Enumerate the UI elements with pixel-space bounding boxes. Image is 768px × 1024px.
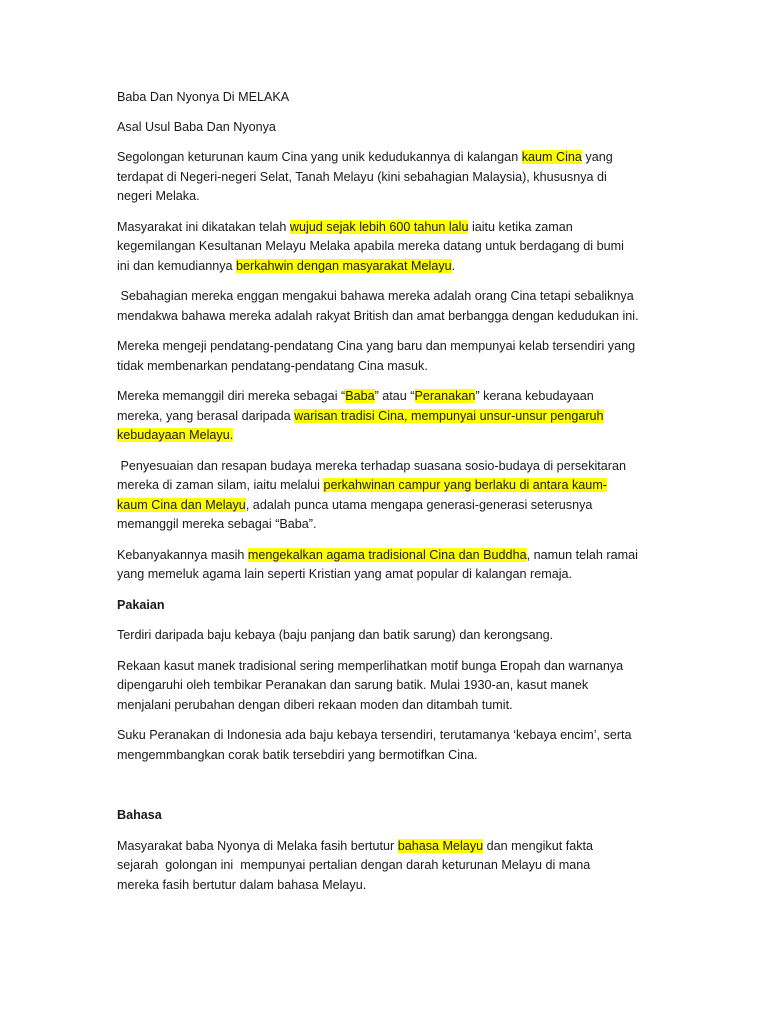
- paragraph: [117, 387, 657, 446]
- text-run: kegemilangan Kesultanan Melayu Melaka apabila mereka datang untuk berdagang di bumi: [117, 239, 624, 253]
- text-line: [117, 856, 657, 876]
- text-run: Rekaan kasut manek tradisional sering memperlihatkan motif bunga Eropah dan warnanya: [117, 658, 624, 673]
- text-line: [117, 626, 657, 646]
- document-title: Baba Dan Nyonya Di MELAKA: [117, 90, 290, 104]
- spacer: [117, 585, 657, 596]
- spacer: [117, 615, 657, 626]
- highlighted-text: Peranakan: [414, 389, 476, 403]
- text-line: [117, 746, 657, 766]
- paragraph: [117, 626, 657, 646]
- text-line: [117, 357, 657, 377]
- text-run: iaitu ketika zaman: [468, 219, 573, 234]
- text-run: , namun telah ramai: [526, 547, 638, 562]
- paragraph: [117, 546, 657, 585]
- spacer: [117, 446, 657, 457]
- text-run: Terdiri daripada baju kebaya (baju panjang dan batik sarung) dan kerongsang.: [117, 628, 554, 642]
- text-run: yang: [581, 150, 613, 164]
- text-run: sejarah golongan ini mempunyai pertalian dengan darah keturunan Melayu di mana: [117, 858, 591, 872]
- text-run: Sebahagian mereka enggan mengakui bahawa mereka adalah orang Cina tetapi sebaliknya: [117, 289, 634, 303]
- spacer: [117, 776, 657, 806]
- paragraph: [117, 837, 657, 896]
- section-heading-bahasa: Bahasa: [117, 808, 162, 822]
- text-run: menjalani perubahan dengan diberi rekaan moden dan ditambah tumit.: [117, 697, 513, 712]
- document-body: [117, 118, 657, 907]
- highlighted-text: warisan tradisi Cina, mempunyai unsur-unsur pengaruh: [294, 408, 604, 423]
- text-line: [117, 876, 657, 896]
- text-run: Kebanyakannya masih: [117, 547, 248, 562]
- text-run: Mereka memanggil diri mereka sebagai “: [117, 389, 346, 403]
- highlighted-text: berkahwin dengan masyarakat Melayu: [236, 258, 452, 273]
- text-run: , adalah punca utama mengapa generasi-generasi seterusnya: [245, 497, 593, 512]
- text-run: Penyesuaian dan resapan budaya mereka terhadap suasana sosio-budaya di persekitaran: [117, 458, 626, 473]
- section-heading-pakaian: Pakaian: [117, 597, 165, 612]
- text-line: [117, 546, 657, 566]
- text-run: negeri Melaka.: [117, 189, 200, 203]
- highlighted-text: kaum Cina: [521, 150, 582, 164]
- spacer: [117, 326, 657, 337]
- text-line: [117, 407, 657, 427]
- highlighted-text: kebudayaan Melayu.: [117, 428, 234, 442]
- text-run: yang memeluk agama lain seperti Kristian yang amat popular di kalangan remaja.: [117, 567, 573, 581]
- text-run: tidak membenarkan pendatang-pendatang Cina masuk.: [117, 358, 428, 373]
- spacer: [117, 895, 657, 906]
- text-run: .: [451, 258, 456, 273]
- text-line: [117, 337, 657, 357]
- text-run: mereka di zaman silam, iaitu melalui: [117, 478, 324, 492]
- highlighted-text: bahasa Melayu: [397, 838, 484, 853]
- highlighted-text: perkahwinan campur yang berlaku di antara kaum-: [323, 478, 607, 492]
- text-line: [117, 168, 657, 188]
- text-run: dan mengikut fakta: [483, 838, 594, 853]
- paragraph: [117, 337, 657, 376]
- text-line: [117, 237, 657, 257]
- text-line: [117, 148, 657, 168]
- text-line: [117, 496, 657, 516]
- spacer: [117, 715, 657, 726]
- spacer: [117, 137, 657, 148]
- spacer: [117, 535, 657, 546]
- paragraph: [117, 287, 657, 326]
- section-heading-asal-usul: Asal Usul Baba Dan Nyonya: [117, 119, 276, 134]
- text-line: [117, 837, 657, 857]
- paragraph: [117, 457, 657, 535]
- document-page: [117, 88, 657, 906]
- paragraph: [117, 148, 657, 207]
- highlighted-text: wujud sejak lebih 600 tahun lalu: [289, 219, 469, 234]
- paragraph: [117, 726, 657, 765]
- text-run: terdapat di Negeri-negeri Selat, Tanah Melayu (kini sebahagian Malaysia), khususnya di: [117, 169, 607, 184]
- text-run: mereka, yang berasal daripada: [117, 408, 295, 423]
- spacer: [117, 108, 657, 118]
- text-line: [117, 426, 657, 446]
- spacer: [117, 826, 657, 837]
- text-run: mereka fasih bertutur dalam bahasa Melayu.: [117, 877, 367, 892]
- text-run: Segolongan keturunan kaum Cina yang unik kedudukannya di kalangan: [117, 150, 522, 164]
- text-line: [117, 257, 657, 277]
- highlighted-text: Baba: [345, 389, 375, 403]
- spacer: [117, 376, 657, 387]
- paragraph: [117, 218, 657, 277]
- text-line: [117, 476, 657, 496]
- spacer: [117, 276, 657, 287]
- text-run: ” atau “: [374, 389, 415, 403]
- text-run: ” kerana kebudayaan: [475, 389, 594, 403]
- text-run: Masyarakat ini dikatakan telah: [117, 219, 290, 234]
- text-run: dipengaruhi oleh tembikar Peranakan dan sarung batik. Mulai 1930-an, kasut manek: [117, 678, 589, 692]
- paragraph: [117, 657, 657, 716]
- text-run: mendakwa bahawa mereka adalah rakyat British dan amat berbangga dengan kedudukan ini.: [117, 308, 639, 323]
- spacer: [117, 765, 657, 776]
- text-line: [117, 287, 657, 307]
- text-run: Mereka mengeji pendatang-pendatang Cina yang baru dan mempunyai kelab tersendiri yang: [117, 339, 636, 353]
- text-line: [117, 726, 657, 746]
- text-line: [117, 457, 657, 477]
- text-line: [117, 387, 657, 407]
- text-run: mengemmbangkan corak batik tersebdiri yang bermotifkan Cina.: [117, 747, 478, 762]
- text-line: [117, 187, 657, 207]
- highlighted-text: mengekalkan agama tradisional Cina dan Buddha: [247, 547, 527, 562]
- text-line: [117, 657, 657, 677]
- text-line: [117, 696, 657, 716]
- text-run: memanggil mereka sebagai “Baba”.: [117, 517, 317, 531]
- text-run: Suku Peranakan di Indonesia ada baju kebaya tersendiri, terutamanya ‘kebaya encim’, serta: [117, 728, 632, 742]
- text-line: [117, 676, 657, 696]
- text-line: [117, 307, 657, 327]
- spacer: [117, 646, 657, 657]
- text-run: ini dan kemudiannya: [117, 258, 237, 273]
- highlighted-text: kaum Cina dan Melayu: [117, 497, 246, 512]
- spacer: [117, 207, 657, 218]
- text-line: [117, 565, 657, 585]
- text-run: Masyarakat baba Nyonya di Melaka fasih bertutur: [117, 838, 398, 853]
- text-line: [117, 515, 657, 535]
- text-line: [117, 218, 657, 238]
